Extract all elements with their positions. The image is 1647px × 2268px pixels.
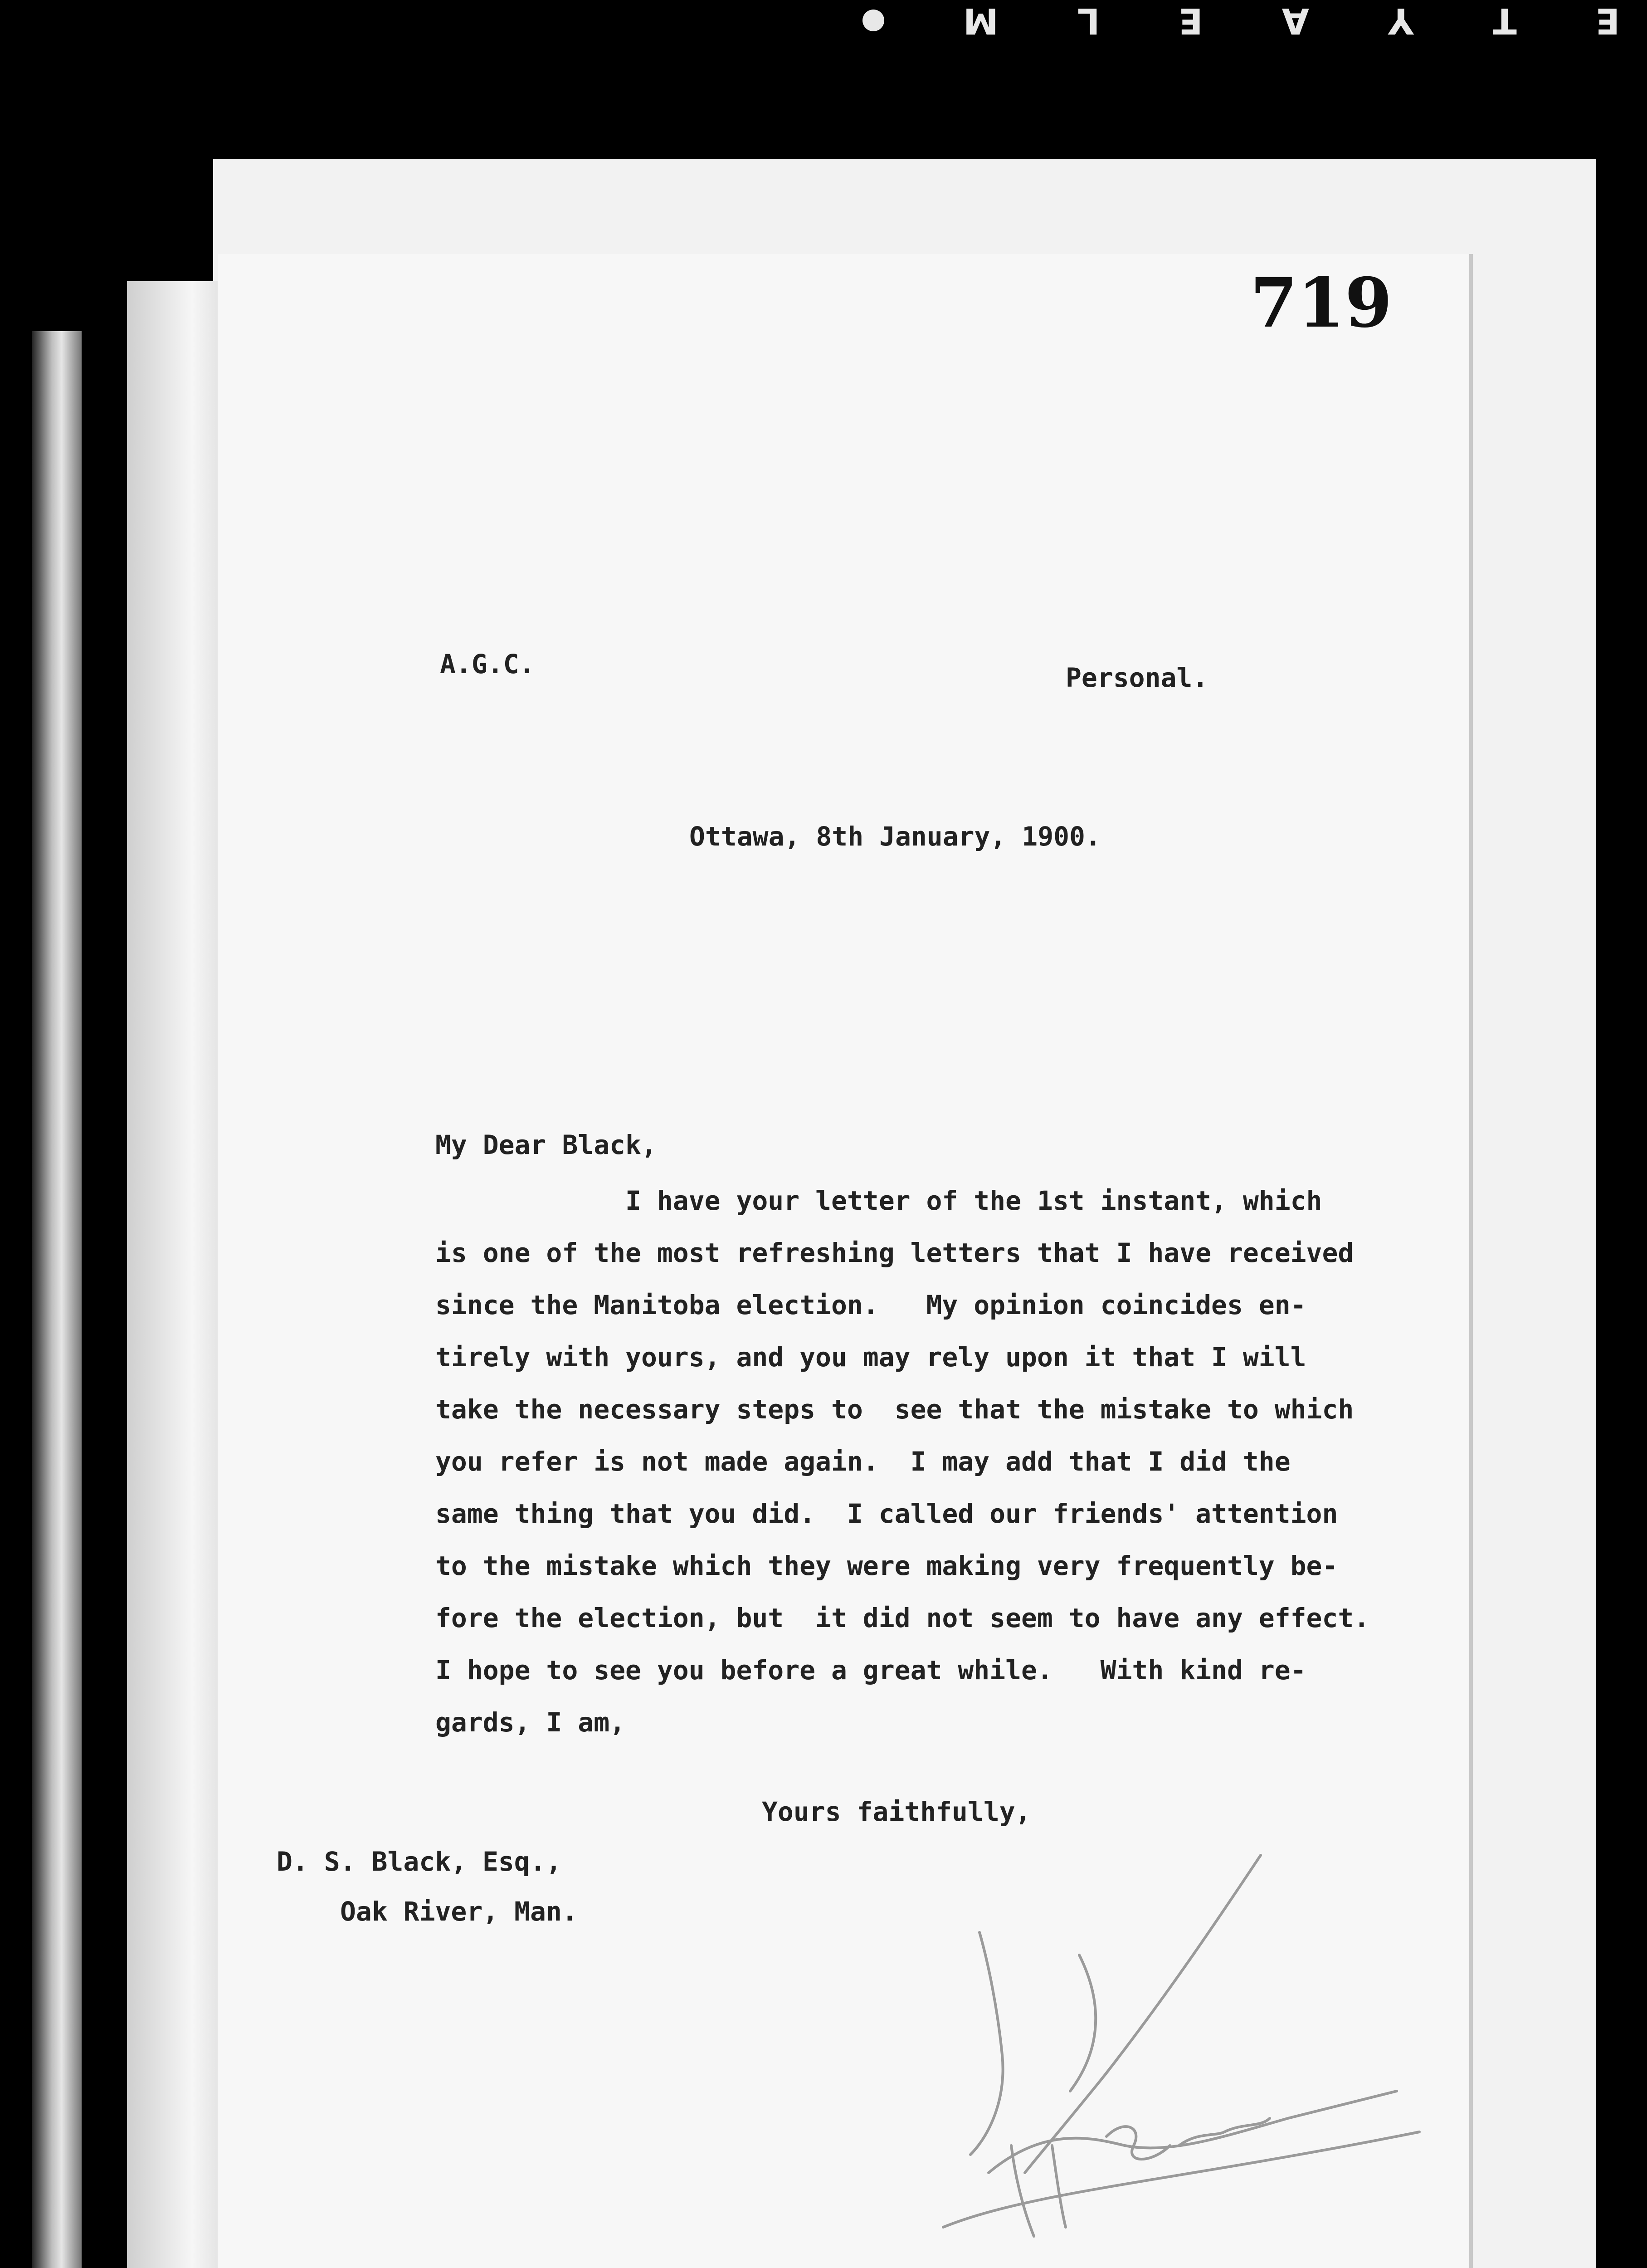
salutation: My Dear Black, <box>435 1129 657 1160</box>
body-line: same thing that you did. I called our friends' attention <box>435 1498 1338 1529</box>
film-mark-3: Y <box>1386 0 1414 41</box>
film-mark-2: T <box>1491 0 1517 41</box>
film-strip-edge <box>32 331 82 2268</box>
body-line: to the mistake which they were making very frequently be- <box>435 1550 1338 1581</box>
body-line: I have your letter of the 1st instant, which <box>435 1185 1322 1216</box>
body-line: gards, I am, <box>435 1707 626 1738</box>
page-number: 719 <box>1250 263 1392 343</box>
body-line: fore the election, but it did not seem to have any effect. <box>435 1603 1370 1633</box>
dateline: Ottawa, 8th January, 1900. <box>689 821 1101 852</box>
closing: Yours faithfully, <box>762 1796 1031 1827</box>
body-line: is one of the most refreshing letters that I have received <box>435 1237 1354 1268</box>
body-line: take the necessary steps to see that the mistake to which <box>435 1394 1354 1425</box>
body-line: you refer is not made again. I may add that I did the <box>435 1446 1291 1477</box>
film-mark-5: E <box>1177 0 1203 41</box>
addressee-name: D. S. Black, Esq., <box>277 1846 562 1877</box>
signature-icon <box>853 1819 1442 2268</box>
letter-page <box>218 254 1469 2268</box>
film-mark-7: M <box>961 0 999 41</box>
film-mark-1: E <box>1593 0 1620 41</box>
film-mark-6: L <box>1075 0 1100 41</box>
personal-marking: Personal. <box>1066 662 1208 693</box>
body-line: I hope to see you before a great while. With kind re- <box>435 1655 1306 1686</box>
film-hole-dot-icon <box>862 10 884 31</box>
reference-initials: A.G.C. <box>440 649 535 679</box>
body-line: since the Manitoba election. My opinion coincides en- <box>435 1290 1306 1320</box>
body-line: tirely with yours, and you may rely upon it that I will <box>435 1342 1306 1373</box>
letter-body <box>435 1175 1433 1749</box>
film-mark-4: A <box>1280 0 1309 41</box>
addressee-address: Oak River, Man. <box>340 1896 578 1927</box>
film-edge-marks <box>862 0 1620 41</box>
